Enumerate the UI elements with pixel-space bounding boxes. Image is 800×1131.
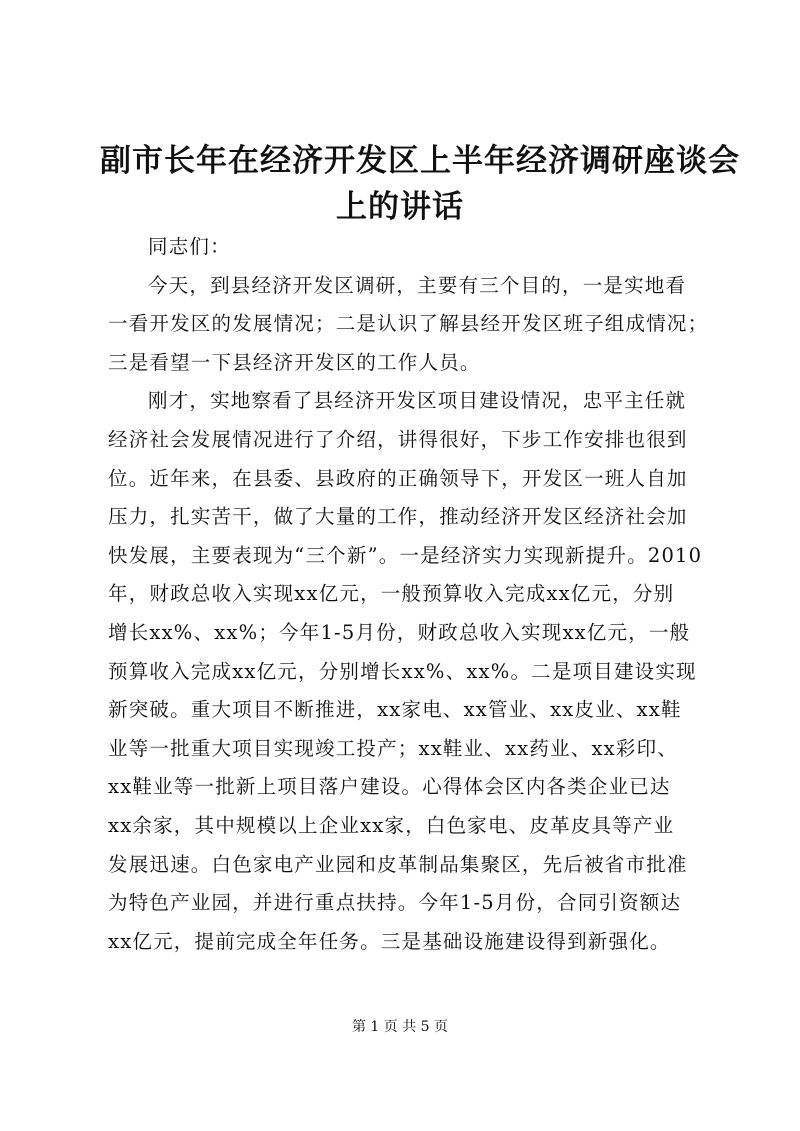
paragraph-line: 业等一批重大项目实现竣工投产；xx鞋业、xx药业、xx彩印、 [108, 736, 678, 760]
document-title [100, 138, 740, 230]
paragraph-line: 预算收入完成xx亿元，分别增长xx%、xx%。二是项目建设实现 [108, 659, 697, 683]
paragraph-line: 位。近年来，在县委、县政府的正确领导下，开发区一班人自加 [108, 466, 688, 490]
paragraph-line: 今天，到县经济开发区调研，主要有三个目的，一是实地看 [148, 273, 687, 297]
paragraph-line: 刚才，实地察看了县经济开发区项目建设情况，忠平主任就 [148, 389, 687, 413]
paragraph-line: 三是看望一下县经济开发区的工作人员。 [108, 350, 481, 374]
paragraph-line: 增长xx%、xx%；今年1-5月份，财政总收入实现xx亿元，一般 [108, 620, 691, 644]
paragraph-line: xx余家，其中规模以上企业xx家，白色家电、皮革皮具等产业 [108, 813, 675, 837]
paragraph-line: 压力，扎实苦干，做了大量的工作，推动经济开发区经济社会加 [108, 505, 688, 529]
paragraph-line: 一看开发区的发展情况；二是认识了解县经开发区班子组成情况； [108, 312, 709, 336]
paragraph-line: xx鞋业等一批新上项目落户建设。心得体会区内各类企业已达 [108, 775, 671, 799]
paragraph-line: 年，财政总收入实现xx亿元，一般预算收入完成xx亿元，分别 [108, 582, 675, 606]
title-line: 上的讲话 [336, 189, 464, 225]
paragraph-line: xx亿元，提前完成全年任务。三是基础设施建设得到新强化。 [108, 929, 671, 953]
salutation: 同志们： [148, 235, 231, 258]
title-line: 副市长年在经济开发区上半年经济调研座谈会 [100, 143, 740, 179]
paragraph-line: 新突破。重大项目不断推进，xx家电、xx管业、xx皮业、xx鞋 [108, 698, 682, 722]
paragraph-line: 发展迅速。白色家电产业园和皮革制品集聚区，先后被省市批准 [108, 852, 688, 876]
page-number-footer: 第 1 页 共 5 页 [351, 1019, 449, 1035]
paragraph-line: 快发展，主要表现为“三个新”。一是经济实力实现新提升。2010 [108, 543, 703, 567]
document-body [108, 228, 708, 961]
paragraph-line: 经济社会发展情况进行了介绍，讲得很好，下步工作安排也很到 [108, 427, 688, 451]
paragraph-line: 为特色产业园，并进行重点扶持。今年1-5月份，合同引资额达 [108, 891, 682, 915]
